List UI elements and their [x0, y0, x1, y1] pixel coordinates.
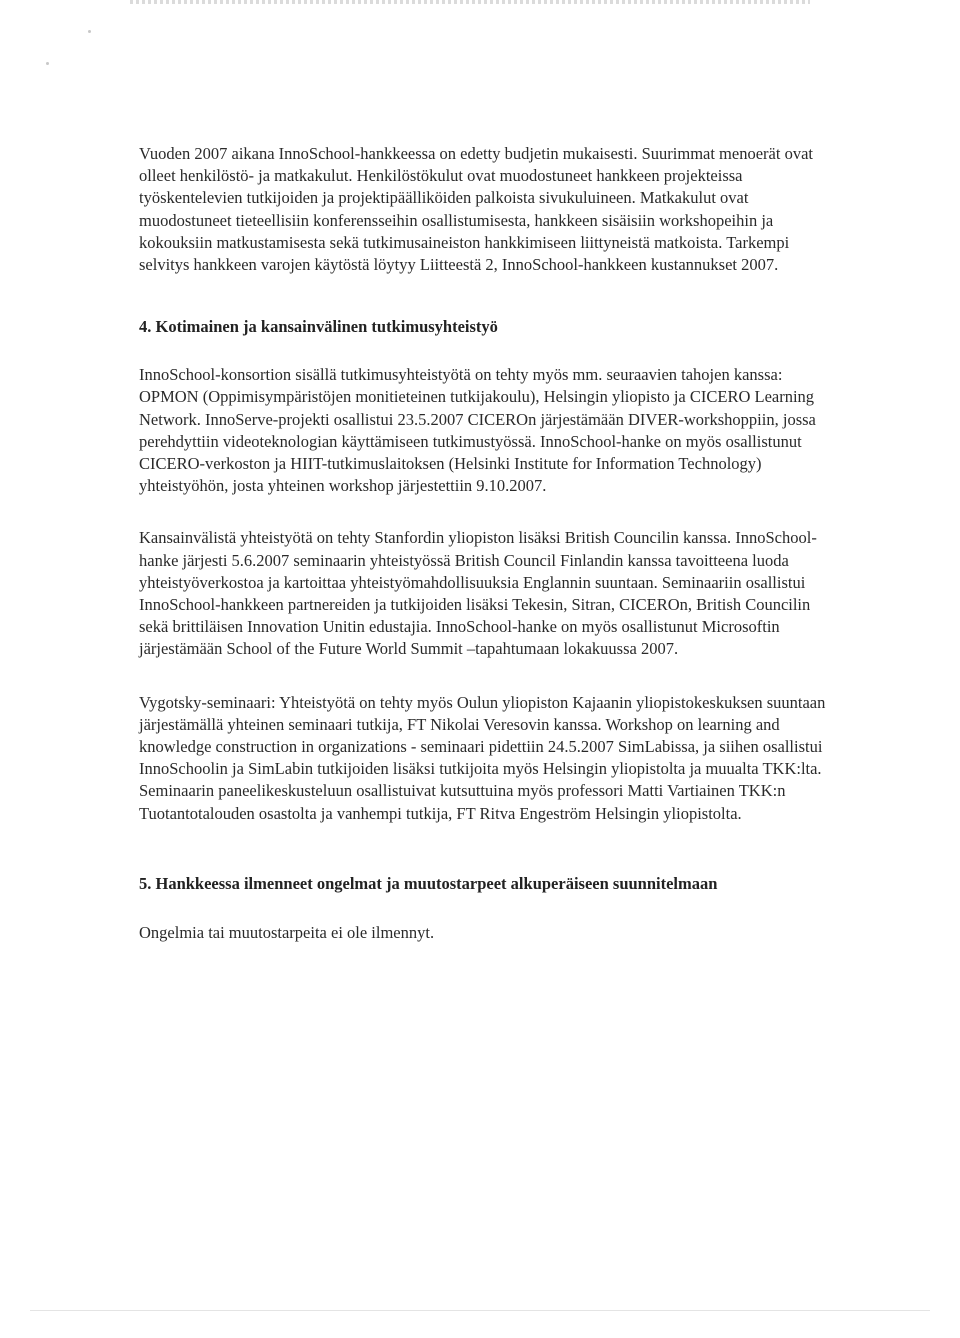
- section-heading-4: 4. Kotimainen ja kansainvälinen tutkimusyhteistyö: [139, 317, 498, 337]
- paragraph-domestic-cooperation: InnoSchool-konsortion sisällä tutkimusyhteistyötä on tehty myös mm. seuraavien tahojen kanssa: OPMON (Oppimisympäristöjen monitieteinen tutkijakoulu), Helsingin yliopisto ja CICERO Learning Network. InnoServe-projekti osallistui 23.5.2007 CICEROn järjestämään DIVER-workshoppiin, jossa perehdyttiin videoteknologian käyttämiseen tutkimustyössä. InnoSchool-hanke on myös osallistunut CICERO-verkoston ja HIIT-tutkimuslaitoksen (Helsinki Institute for Information Technology) yhteistyöhön, josta yhteinen workshop järjestettiin 9.10.2007.: [139, 365, 816, 496]
- paragraph-vygotsky-seminar: Vygotsky-seminaari: Yhteistyötä on tehty myös Oulun yliopiston Kajaanin yliopistokeskuksen suuntaan järjestämällä yhteinen seminaari tutkija, FT Nikolai Veresovin kanssa. Workshop on learning and knowledge construction in organizations - seminaari pidettiin 24.5.2007 SimLabissa, ja siihen osallistui InnoSchoolin ja SimLabin tutkijoiden lisäksi tutkijoita myös Helsingin yliopistolta ja muualta TKK:lta. Seminaarin paneelikeskusteluun osallistuivat kutsuttuina myös professori Matti Vartiainen TKK:n Tuotantotalouden osastolta ja vanhempi tutkija, FT Ritva Engeström Helsingin yliopistolta.: [139, 692, 826, 823]
- paragraph-problems: Ongelmia tai muutostarpeita ei ole ilmennyt.: [139, 922, 435, 942]
- scan-bottom-rule: [30, 1310, 930, 1311]
- section-heading-5: 5. Hankkeessa ilmenneet ongelmat ja muutostarpeet alkuperäiseen suunnitelmaan: [139, 873, 718, 893]
- paragraph-international-cooperation: Kansainvälistä yhteistyötä on tehty Stanfordin yliopiston lisäksi British Councilin kanssa. InnoSchool-hanke järjesti 5.6.2007 seminaarin yhteistyössä British Council Finlandin kanssa tavoitteena luoda yhteistyöverkostoa ja kartoittaa yhteistyömahdollisuuksia Englannin suuntaan. Seminaariin osallistui InnoSchool-hankkeen partnereiden ja tutkijoiden lisäksi Tekesin, Sitran, CICEROn, British Councilin sekä brittiläisen Innovation Unitin edustajia. InnoSchool-hanke on myös osallistunut Microsoftin järjestämään School of the Future World Summit –tapahtumaan lokakuussa 2007.: [139, 528, 817, 659]
- paragraph-budget: Vuoden 2007 aikana InnoSchool-hankkeessa on edetty budjetin mukaisesti. Suurimmat menoerät ovat olleet henkilöstö- ja matkakulut. Henkilöstökulut ovat muodostuneet hankkeen projekteissa työskentelevien tutkijoiden ja projektipäälliköiden palkoista sivukuluineen. Matkakulut ovat muodostuneet tieteellisiin konferensseihin osallistumisesta, hankkeen sisäisiin workshopeihin ja kokouksiin matkustamisesta sekä tutkimusaineiston hankkimiseen liittyneistä matkoista. Tarkempi selvitys hankkeen varojen käytöstä löytyy Liitteestä 2, InnoSchool-hankkeen kustannukset 2007.: [139, 144, 813, 275]
- scan-speck: [88, 30, 91, 33]
- scan-top-edge: [130, 0, 810, 4]
- scan-speck: [46, 62, 49, 65]
- document-page: [139, 143, 839, 944]
